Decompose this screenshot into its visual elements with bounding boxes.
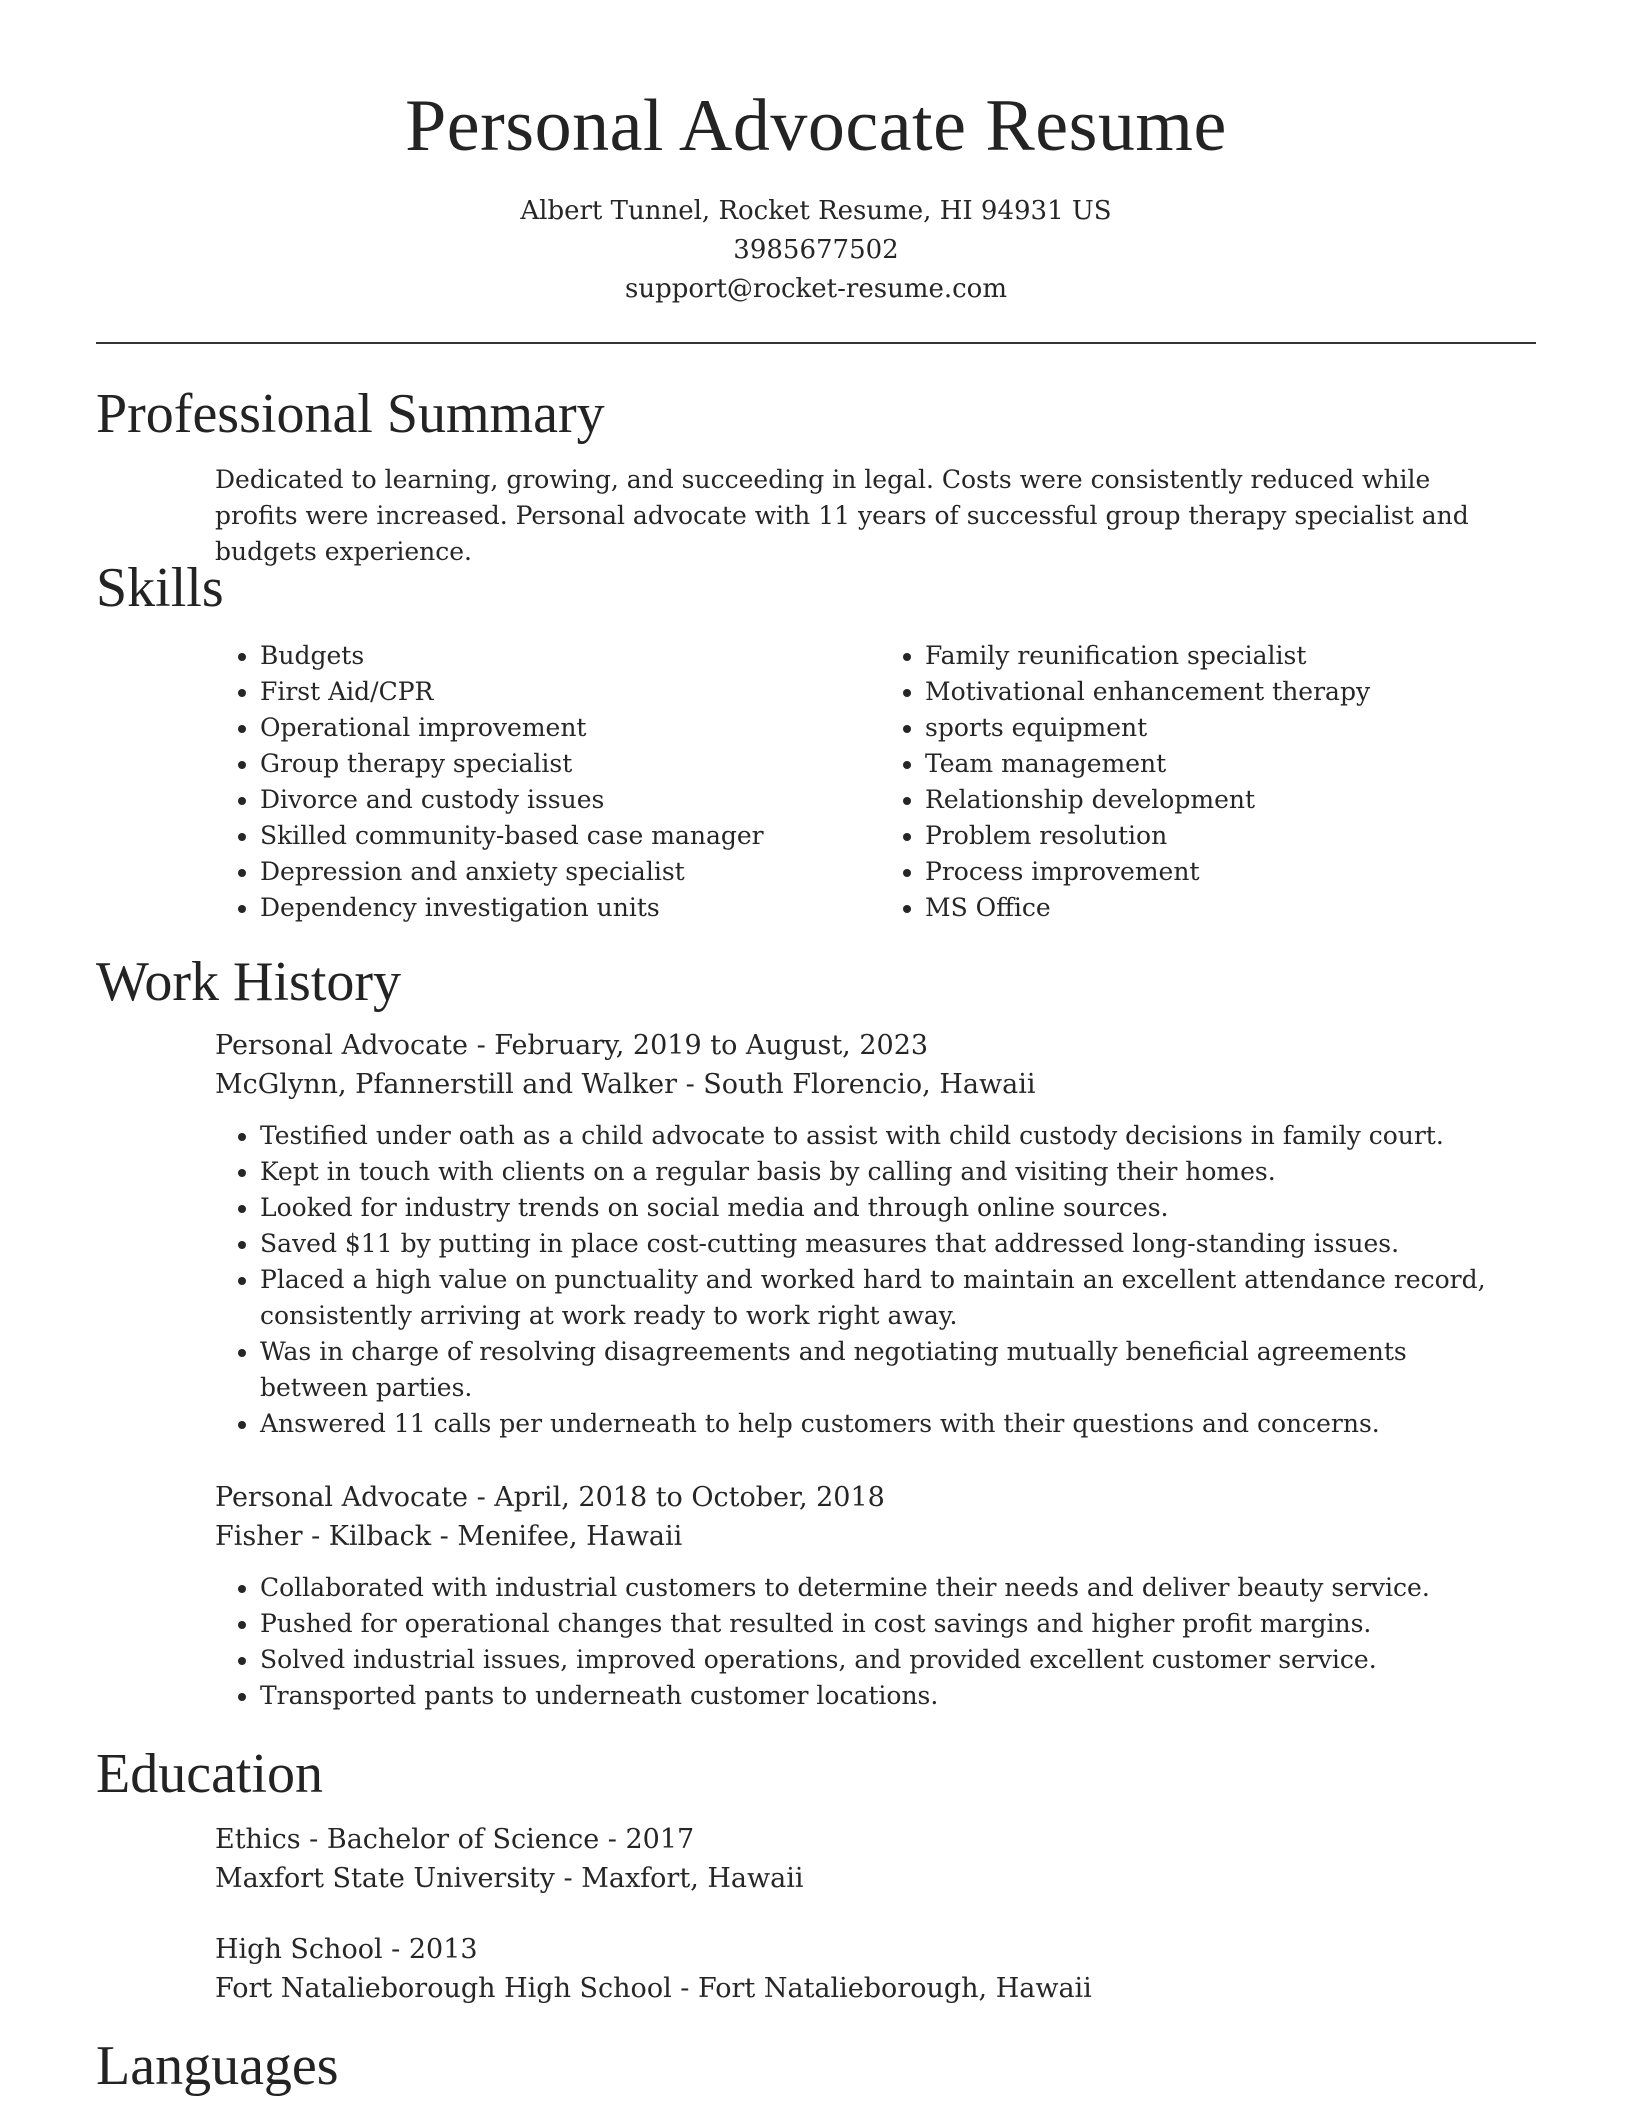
job-duty: • Looked for industry trends on social media and through online sources. (260, 1190, 1515, 1226)
education-degree: Ethics - Bachelor of Science - 2017 (215, 1824, 695, 1855)
contact-email: support@rocket-resume.com (624, 274, 1007, 304)
education-school: Fort Natalieborough High School - Fort Natalieborough, Hawaii (215, 1973, 1092, 2004)
job-entry (215, 1026, 1515, 1442)
skill-item: • Relationship development (925, 782, 1545, 818)
skill-item: • Budgets (260, 638, 880, 674)
page-title: Personal Advocate Resume (405, 85, 1227, 167)
education-heading: Education (96, 1743, 324, 1805)
job-duty: • Was in charge of resolving disagreements and negotiating mutually beneficial agreements between parties. (260, 1334, 1515, 1406)
job-duty: • Collaborated with industrial customers to determine their needs and deliver beauty service. (260, 1570, 1515, 1606)
education-school: Maxfort State University - Maxfort, Hawaii (215, 1863, 804, 1894)
header-divider (96, 342, 1536, 344)
skills-column-left (215, 638, 880, 926)
skill-item: • sports equipment (925, 710, 1545, 746)
skill-item: • Dependency investigation units (260, 890, 880, 926)
summary-text: Dedicated to learning, growing, and succeeding in legal. Costs were consistently reduced while profits were increased. Personal advocate with 11 years of successful group therapy specialist and budgets experience. (215, 465, 1469, 566)
job-title-dates: Personal Advocate - April, 2018 to October, 2018 (215, 1482, 885, 1513)
job-employer-location: McGlynn, Pfannerstill and Walker - South Florencio, Hawaii (215, 1069, 1036, 1100)
skills-list (215, 638, 1545, 926)
job-duties (215, 1570, 1515, 1714)
job-duty: • Saved $11 by putting in place cost-cutting measures that addressed long-standing issues. (260, 1226, 1515, 1262)
skills-column-right (880, 638, 1545, 926)
job-employer-location: Fisher - Kilback - Menifee, Hawaii (215, 1521, 683, 1552)
skill-item: • Problem resolution (925, 818, 1545, 854)
skill-item: • Family reunification specialist (925, 638, 1545, 674)
skill-item: • Divorce and custody issues (260, 782, 880, 818)
skill-item: • Group therapy specialist (260, 746, 880, 782)
skill-item: • Team management (925, 746, 1545, 782)
skill-item: • Process improvement (925, 854, 1545, 890)
job-duty: • Kept in touch with clients on a regular basis by calling and visiting their homes. (260, 1154, 1515, 1190)
education-degree: High School - 2013 (215, 1934, 478, 1965)
skill-item: • Skilled community-based case manager (260, 818, 880, 854)
job-duty: • Placed a high value on punctuality and worked hard to maintain an excellent attendance record, consistently arriving at work ready to work right away. (260, 1262, 1515, 1334)
summary-heading: Professional Summary (96, 383, 605, 445)
skill-item: • Operational improvement (260, 710, 880, 746)
skill-item: • First Aid/CPR (260, 674, 880, 710)
job-duty: • Transported pants to underneath customer locations. (260, 1678, 1515, 1714)
contact-phone: 3985677502 (733, 235, 899, 265)
job-duty: • Testified under oath as a child advocate to assist with child custody decisions in family court. (260, 1118, 1515, 1154)
job-duty: • Solved industrial issues, improved operations, and provided excellent customer service. (260, 1642, 1515, 1678)
skills-heading: Skills (96, 557, 224, 619)
job-duty: • Answered 11 calls per underneath to help customers with their questions and concerns. (260, 1406, 1515, 1442)
job-entry (215, 1478, 1515, 1714)
skill-item: • Motivational enhancement therapy (925, 674, 1545, 710)
languages-heading: Languages (96, 2035, 339, 2097)
contact-address: Albert Tunnel, Rocket Resume, HI 94931 US (520, 196, 1112, 226)
contact-block (0, 192, 1632, 309)
job-title-dates: Personal Advocate - February, 2019 to August, 2023 (215, 1030, 929, 1061)
education-entry (215, 1930, 1515, 2008)
job-duty: • Pushed for operational changes that resulted in cost savings and higher profit margins. (260, 1606, 1515, 1642)
skill-item: • Depression and anxiety specialist (260, 854, 880, 890)
work-heading: Work History (96, 951, 402, 1013)
job-duties (215, 1118, 1515, 1442)
skill-item: • MS Office (925, 890, 1545, 926)
education-entry (215, 1820, 1515, 1898)
